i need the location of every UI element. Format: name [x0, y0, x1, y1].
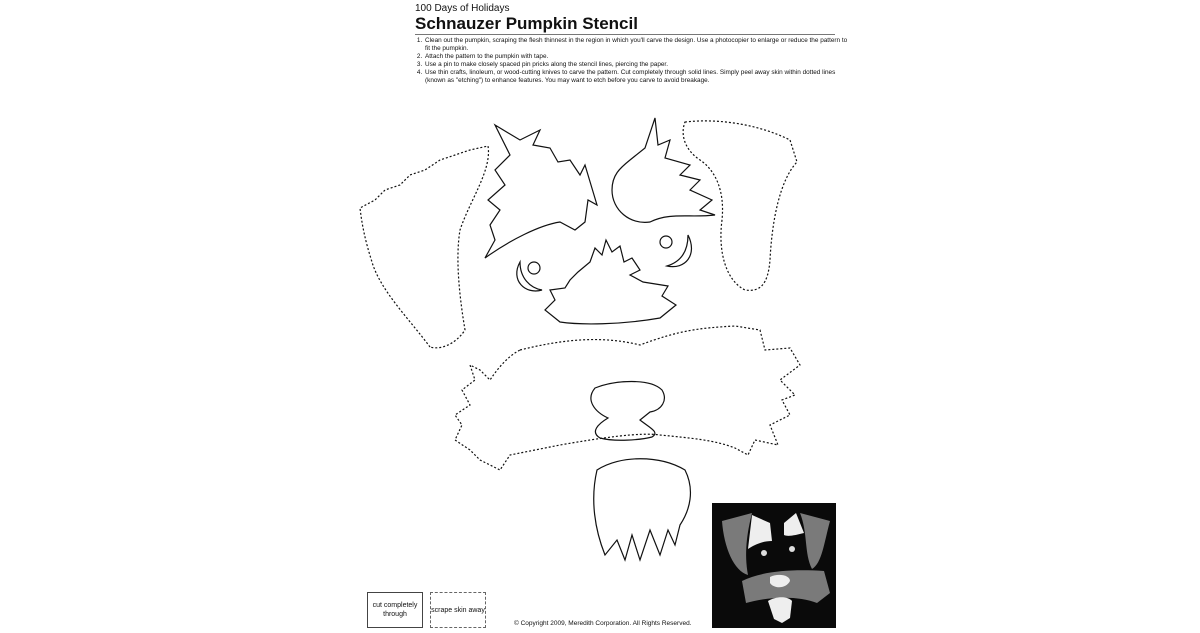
preview-eye: [761, 550, 767, 556]
preview-eye: [789, 546, 795, 552]
legend-cut: [367, 592, 423, 628]
preview-left-brow: [748, 515, 772, 549]
carved-pumpkin-preview: [712, 503, 836, 628]
beard-cut: [594, 459, 691, 560]
right-eyebrow-cut: [612, 118, 715, 222]
muzzle-etch: [455, 326, 800, 470]
right-ear-etch: [683, 121, 797, 290]
right-eye: [660, 236, 672, 248]
forehead-fur-cut: [545, 240, 676, 324]
instruction-item: 4. Use thin crafts, linoleum, or wood-cutting knives to carve the pattern. Cut completely through solid lines. Simply peel away skin within dotted lines (known as "etching") to enhance features. You may want to etch before you carve to avoid breakage.: [424, 69, 849, 85]
preview-image: [712, 503, 836, 628]
header-subtitle: 100 Days of Holidays: [415, 3, 510, 14]
nose-cut: [591, 382, 664, 441]
preview-beard: [768, 597, 792, 623]
legend-cut-label: cut completely through: [372, 602, 418, 618]
preview-left-ear: [722, 513, 752, 575]
right-eye-lid: [667, 235, 691, 267]
left-eyebrow-cut: [485, 125, 597, 258]
instruction-item: 3. Use a pin to make closely spaced pin pricks along the stencil lines, piercing the paper.: [424, 61, 849, 69]
left-ear-etch: [360, 146, 488, 348]
instruction-item: 1. Clean out the pumpkin, scraping the flesh thinnest in the region in which you'll carve the design. Use a photocopier to enlarge or reduce the pattern to fit the pumpkin.: [424, 37, 849, 53]
preview-right-brow: [784, 513, 804, 536]
instruction-item: 2. Attach the pattern to the pumpkin with tape.: [424, 53, 849, 61]
copyright: © Copyright 2009, Meredith Corporation. All Rights Reserved.: [514, 620, 692, 627]
left-eye-lid: [517, 262, 542, 291]
legend-scrape: [430, 592, 486, 628]
left-eye: [528, 262, 540, 274]
legend-scrape-label: scrape skin away: [431, 606, 485, 614]
page-title: Schnauzer Pumpkin Stencil: [415, 14, 638, 33]
preview-right-ear: [800, 513, 830, 569]
